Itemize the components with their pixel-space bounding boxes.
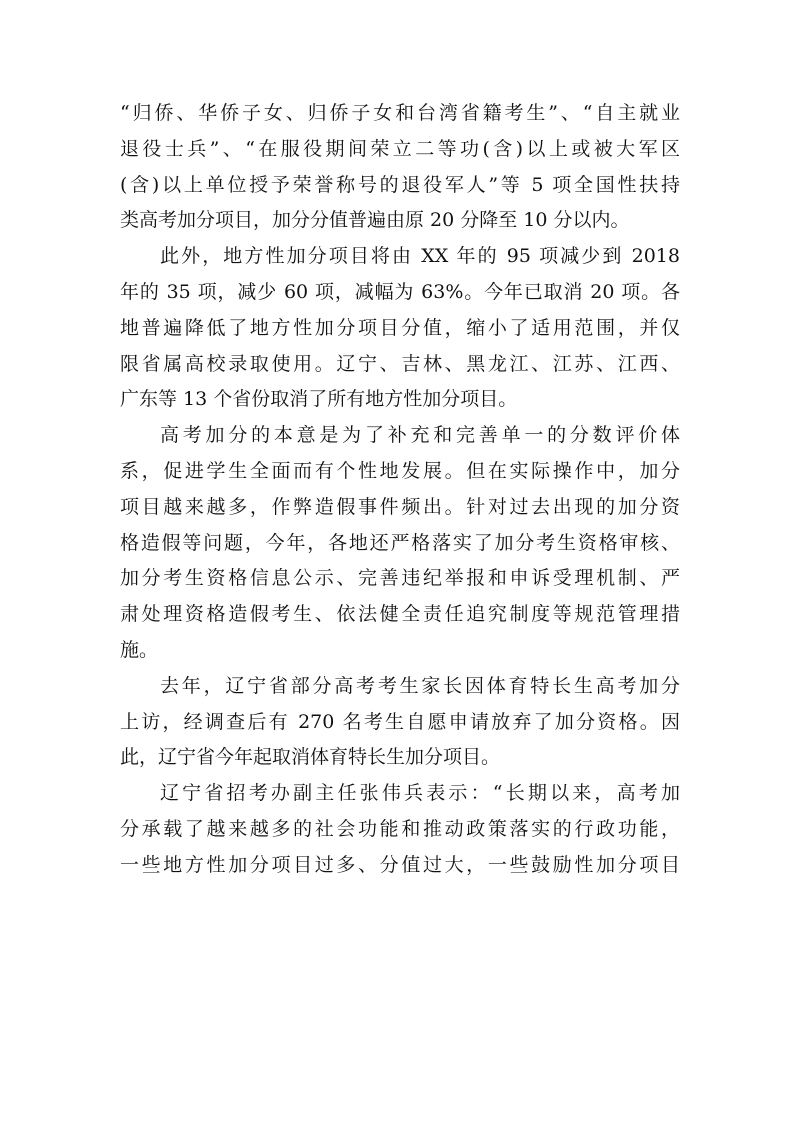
- text-line: 年的 35 项，减少 60 项，减幅为 63%。今年已取消 20 项。各: [120, 280, 680, 303]
- text-line: 项目越来越多，作弊造假事件频出。针对过去出现的加分资: [120, 495, 680, 518]
- text-line: 此外，地方性加分项目将由 XX 年的 95 项减少到 2018: [160, 245, 680, 268]
- text-line: 施。: [120, 638, 159, 661]
- text-line: 格造假等问题，今年，各地还严格落实了加分考生资格审核、: [120, 531, 680, 554]
- paragraph: [120, 96, 680, 239]
- text-line: 地普遍降低了地方性加分项目分值，缩小了适用范围，并仅: [120, 316, 680, 339]
- text-line: 加分考生资格信息公示、完善违纪举报和申诉受理机制、严: [120, 567, 680, 590]
- paragraph: [120, 418, 680, 669]
- text-line: 上访，经调查后有 270 名考生自愿申请放弃了加分资格。因: [120, 710, 680, 733]
- text-line: 一些地方性加分项目过多、分值过大，一些鼓励性加分项目: [120, 853, 680, 876]
- paragraph: [120, 776, 680, 883]
- paragraph: [120, 239, 680, 418]
- text-line: 类高考加分项目，加分分值普遍由原 20 分降至 10 分以内。: [120, 209, 630, 232]
- text-line: 肃处理资格造假考生、依法健全责任追究制度等规范管理措: [120, 603, 680, 626]
- text-line: 系，促进学生全面而有个性地发展。但在实际操作中，加分: [120, 459, 680, 482]
- text-line: 去年，辽宁省部分高考考生家长因体育特长生高考加分: [160, 674, 680, 697]
- text-line: “归侨、华侨子女、归侨子女和台湾省籍考生”、“自主就业: [120, 102, 680, 124]
- text-line: 广东等 13 个省份取消了所有地方性加分项目。: [120, 388, 518, 411]
- text-line: 退役士兵”、“在服役期间荣立二等功(含)以上或被大军区: [120, 137, 680, 160]
- text-line: 此，辽宁省今年起取消体育特长生加分项目。: [120, 746, 501, 769]
- text-line: 限省属高校录取使用。辽宁、吉林、黑龙江、江苏、江西、: [120, 352, 680, 375]
- text-line: 高考加分的本意是为了补充和完善单一的分数评价体: [160, 424, 680, 447]
- text-line: 分承载了越来越多的社会功能和推动政策落实的行政功能，: [120, 817, 680, 840]
- document-body: [120, 96, 680, 884]
- text-line: 辽宁省招考办副主任张伟兵表示：“长期以来，高考加: [160, 782, 680, 805]
- text-line: (含)以上单位授予荣誉称号的退役军人”等 5 项全国性扶持: [120, 173, 680, 196]
- paragraph: [120, 669, 680, 776]
